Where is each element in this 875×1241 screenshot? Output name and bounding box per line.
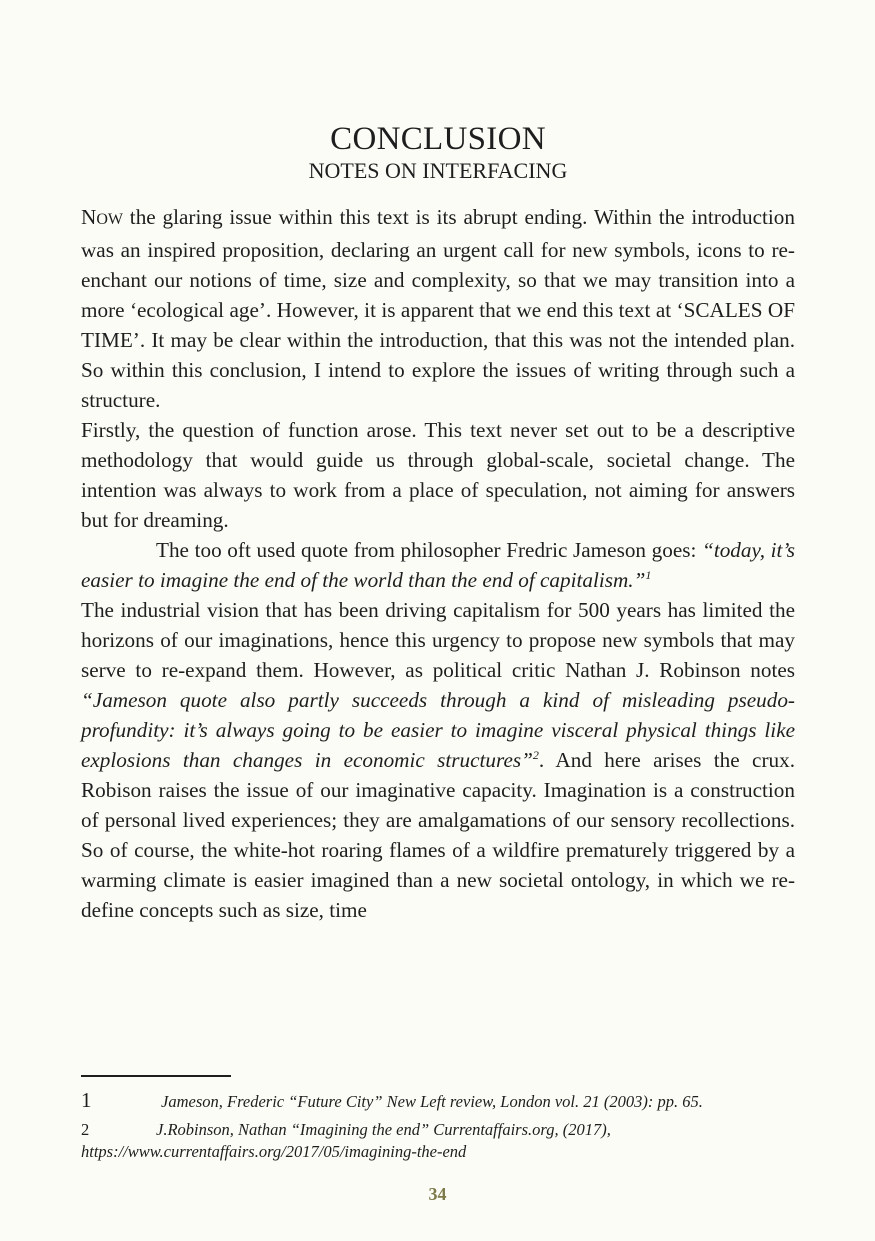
drop-cap: N bbox=[81, 205, 97, 229]
footnote-1 bbox=[81, 1089, 795, 1113]
chapter-title: CONCLUSION bbox=[330, 121, 546, 157]
robinson-quote: “Jameson quote also partly succeeds through a kind of misleading pseudo-profundity: it’s always going to be easier to imagine visceral physical things like explosions than changes in economic structures” bbox=[81, 688, 795, 772]
chapter-heading bbox=[81, 121, 795, 184]
footnote-1-text: Jameson, Frederic “Future City” New Left review, London vol. 21 (2003): pp. 65. bbox=[161, 1092, 703, 1111]
paragraph-1 bbox=[81, 202, 795, 415]
body-text bbox=[81, 202, 795, 925]
paragraph-3-text: The too oft used quote from philosopher Fredric Jameson goes: bbox=[156, 538, 703, 562]
footnote-divider bbox=[81, 1075, 231, 1077]
paragraph-4-text-a: The industrial vision that has been driving capitalism for 500 years has limited the horizons of our imaginations, hence this urgency to propose new symbols that may serve to re-expand them. However, as political critic Nathan J. Robinson notes bbox=[81, 598, 795, 682]
page-number: 34 bbox=[428, 1184, 447, 1204]
footnote-2-number: 2 bbox=[81, 1120, 90, 1139]
chapter-subtitle: NOTES ON INTERFACING bbox=[308, 158, 568, 183]
jameson-quote: “today, it’s easier to imagine the end of the world than the end of capitalism.” bbox=[81, 538, 796, 592]
paragraph-4 bbox=[81, 595, 795, 925]
footnote-2 bbox=[81, 1119, 795, 1163]
footnote-ref-2[interactable]: 2 bbox=[532, 748, 539, 762]
small-caps-lead: OW bbox=[96, 211, 123, 228]
footnote-ref-1[interactable]: 1 bbox=[645, 568, 652, 582]
paragraph-2: Firstly, the question of function arose. This text never set out to be a descriptive methodology that would guide us through global-scale, societal change. The intention was always to work from a place of speculation, not aiming for answers but for dreaming. bbox=[81, 418, 795, 532]
paragraph-3 bbox=[81, 535, 795, 595]
footnote-1-number: 1 bbox=[81, 1088, 92, 1112]
paragraph-1-text: the glaring issue within this text is its abrupt ending. Within the introduction was an inspired proposition, declaring an urgent call for new symbols, icons to re-enchant our notions of time, size and complexity, so that we may transition into a more ‘ecological age’. However, it is apparent that we end this text at ‘SCALES OF TIME’. It may be clear within the introduction, that this was not the intended plan. So within this conclusion, I intend to explore the issues of writing through such a structure. bbox=[81, 205, 795, 412]
footnote-2-text: J.Robinson, Nathan “Imagining the end” Currentaffairs.org, (2017), https://www.currentaffairs.org/2017/05/imagining-the-end bbox=[81, 1120, 611, 1161]
paragraph-4-text-b: . And here arises the crux. Robison raises the issue of our imaginative capacity. Imagination is a construction of personal lived experiences; they are amalgamations of our sensory recollections. So of course, the white-hot roaring flames of a wildfire prematurely triggered by a warming climate is easier imagined than a new societal ontology, in which we re-define concepts such as size, time bbox=[81, 748, 795, 922]
